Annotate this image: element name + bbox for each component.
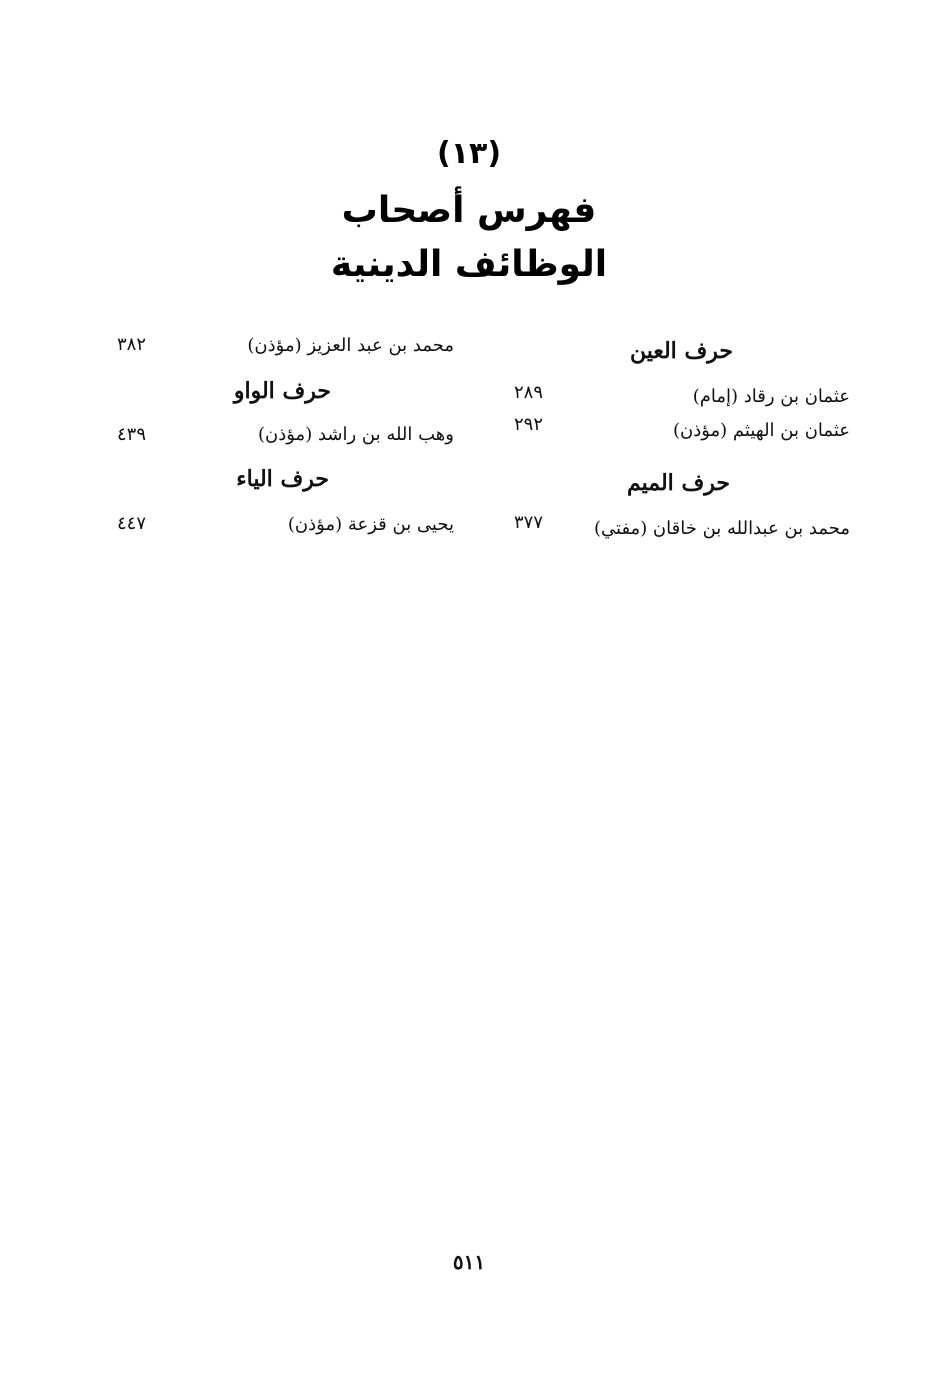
section-number: (١٣) [436,136,502,171]
index-entry-page: ٣٨٢ [116,334,146,355]
index-title-line1: فهرس أصحاب [341,190,597,231]
index-entry-name: وهب الله بن راشد (مؤذن) [258,424,454,445]
index-entry-name: عثمان بن الهيثم (مؤذن) [672,420,850,441]
index-entry-page: ٢٩٢ [513,414,543,435]
letter-heading-ya: حرف الياء [236,466,329,492]
index-entry-page: ٢٨٩ [513,382,543,403]
letter-heading-meem: حرف الميم [626,470,730,496]
index-title-line2: الوظائف الدينية [330,244,608,285]
index-entry-name: محمد بن عبد العزيز (مؤذن) [247,335,454,356]
page-number: ٥١١ [452,1250,486,1274]
index-entry-name: يحيى بن قزعة (مؤذن) [287,514,454,535]
index-entry-page: ٤٣٩ [116,424,146,445]
letter-heading-waw: حرف الواو [233,378,331,404]
index-entry-name: عثمان بن رقاد (إمام) [692,386,850,407]
index-entry-page: ٣٧٧ [513,512,543,533]
letter-heading-ain: حرف العين [629,338,733,364]
index-entry-page: ٤٤٧ [116,513,146,534]
index-entry-name: محمد بن عبدالله بن خاقان (مفتي) [593,518,850,539]
